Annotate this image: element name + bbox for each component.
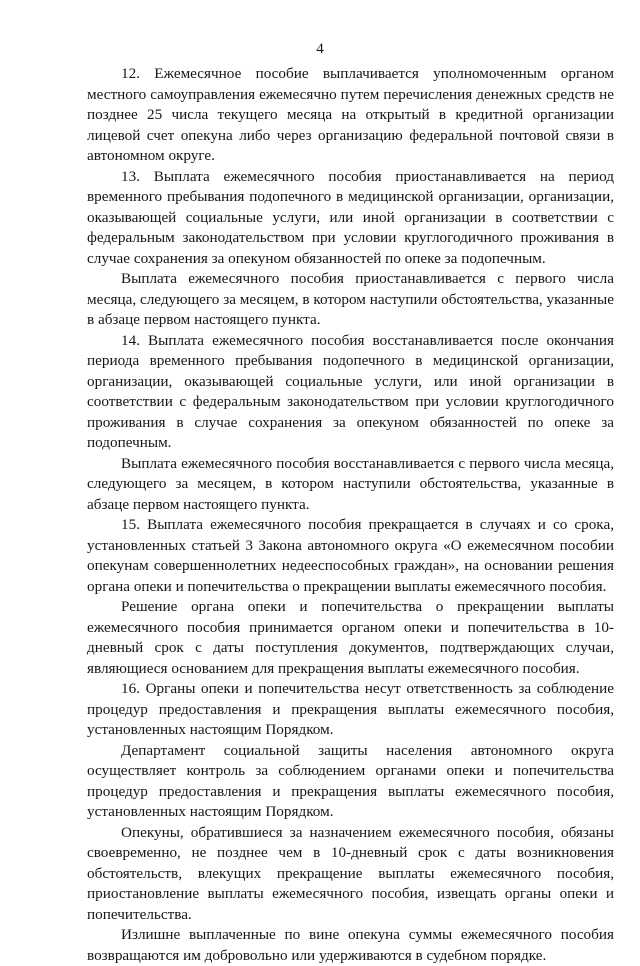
paragraph-12: 12. Ежемесячное пособие выплачивается уполномоченным органом местного самоуправления ежемесячно путем перечисления денежных средств не позднее 25 числа текущего месяца на открытый в кредитной организации лицевой счет опекуна либо через организацию федеральной почтовой связи в автономном округе. xyxy=(87,65,614,164)
document-body xyxy=(87,64,614,966)
paragraph-14-restoration-start: Выплата ежемесячного пособия восстанавливается с первого числа месяца, следующего за месяцем, в котором наступили обстоятельства, указанные в абзаце первом настоящего пункта. xyxy=(87,454,614,513)
paragraph-15-decision: Решение органа опеки и попечительства о прекращении выплаты ежемесячного пособия принимается органом опеки и попечительства в 10-дневный срок с даты поступления документов, подтверждающих случаи, являющиеся основанием для прекращения выплаты ежемесячного пособия. xyxy=(87,598,614,677)
paragraph-16-overpayment: Излишне выплаченные по вине опекуна суммы ежемесячного пособия возвращаются им добровольно или удерживаются в судебном порядке. xyxy=(87,926,614,964)
page-number: 4 xyxy=(316,41,324,57)
paragraph-15: 15. Выплата ежемесячного пособия прекращается в случаях и со срока, установленных статьей 3 Закона автономного округа «О ежемесячном пособии опекунам совершеннолетних недееспособных граждан», на основании решения органа опеки и попечительства о прекращении выплаты ежемесячного пособия. xyxy=(87,516,614,595)
paragraph-13: 13. Выплата ежемесячного пособия приостанавливается на период временного пребывания подопечного в медицинской организации, организации, оказывающей социальные услуги, или иной организации в соответствии с федеральным законодательством при условии круглогодичного проживания в случае сохранения за опекуном обязанностей по опеке за подопечным. xyxy=(87,167,614,267)
paragraph-16-control: Департамент социальной защиты населения автономного округа осуществляет контроль за соблюдением органами опеки и попечительства процедур предоставления и прекращения выплаты ежемесячного пособия, установленных настоящим Порядком. xyxy=(87,741,614,820)
paragraph-16-guardian-duty: Опекуны, обратившиеся за назначением ежемесячного пособия, обязаны своевременно, не позднее чем в 10-дневный срок с даты возникновения обстоятельств, влекущих прекращение выплаты ежемесячного пособия, приостановление выплаты ежемесячного пособия, извещать органы опеки и попечительства. xyxy=(87,823,614,923)
paragraph-14: 14. Выплата ежемесячного пособия восстанавливается после окончания периода временного пребывания подопечного в медицинской организации, организации, оказывающей социальные услуги, или иной организации в соответствии с федеральным законодательством при условии круглогодичного проживания в случае сохранения за опекуном обязанностей по опеке за подопечным. xyxy=(87,331,614,451)
paragraph-13-suspension-start: Выплата ежемесячного пособия приостанавливается с первого числа месяца, следующего за месяцем, в котором наступили обстоятельства, указанные в абзаце первом настоящего пункта. xyxy=(87,270,614,328)
paragraph-16: 16. Органы опеки и попечительства несут ответственность за соблюдение процедур предоставления и прекращения выплаты ежемесячного пособия, установленных настоящим Порядком. xyxy=(87,680,614,738)
